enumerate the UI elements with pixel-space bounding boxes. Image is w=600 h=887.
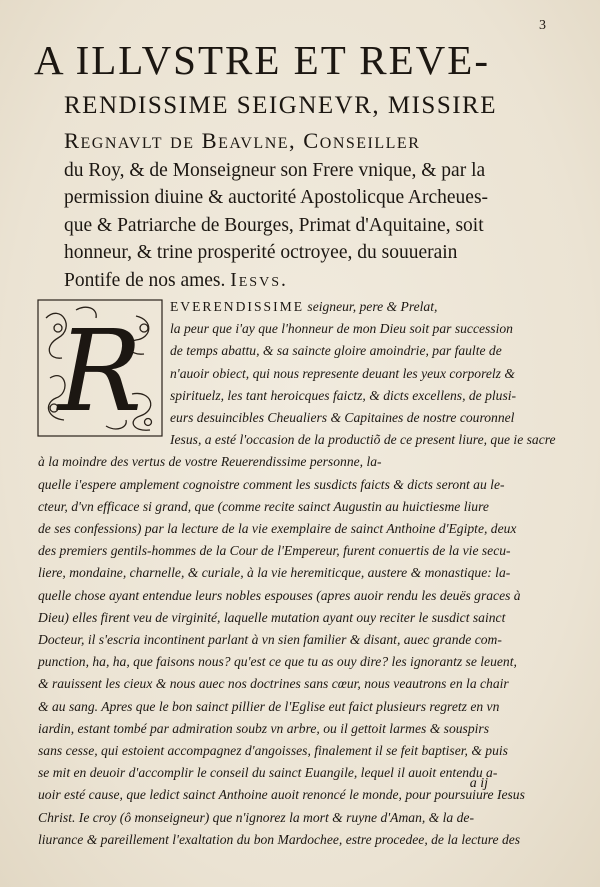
body-line-20: iardin, estant tombé par admiration soubz vn arbre, ou il gettoit larmes & souspirs — [38, 720, 489, 736]
body-line-24: Christ. Ie croy (ô monseigneur) que n'ignorez la mort & ruyne d'Aman, & la de- — [38, 809, 474, 825]
title-line-4: du Roy, & de Monseigneur son Frere vnique, & par la — [64, 159, 486, 181]
body-line-11: de ses confessions) par la lecture de la vie exemplaire de sainct Anthoine d'Egipte, deux — [38, 521, 517, 537]
body-line-23: uoir esté cause, que ledict sainct Anthoine auoit renoncé le monde, pour poursuiure Iesus — [38, 787, 525, 803]
body-line-8: à la moindre des vertus de vostre Reuerendissime personne, la- — [38, 454, 382, 470]
dedication-body — [38, 296, 562, 851]
page-number: 3 — [539, 18, 546, 33]
title-line-5: permission diuine & auctorité Apostolicque Archeues- — [64, 187, 489, 208]
title-line-8 — [64, 271, 566, 291]
body-line-7: Iesus, a esté l'occasion de la productiõ de ce present liure, que ie sacre — [170, 432, 556, 448]
body-line-12: des premiers gentils-hommes de la Cour de l'Empereur, furent conuertis de la vie secu- — [38, 543, 511, 559]
title-line-3: Regnavlt de Beavlne, Conseiller — [64, 128, 421, 153]
body-line-9: quelle i'espere amplement cognoistre comment les susdicts faicts & dicts seront au le- — [38, 476, 505, 492]
body-line-14: quelle chose ayant entendue leurs nobles espouses (apres auoir rendu les deuës graces à — [38, 587, 521, 603]
body-line-15: Dieu) elles firent veu de virginité, laquelle mutation ayant ouy reciter le susdict sainct — [38, 609, 506, 625]
body-line-22: se mit en deuoir d'accomplir le conseil du sainct Euangile, lequel il auoit entendu a- — [38, 765, 498, 781]
title-line-7: honneur, & trine prosperité octroyee, du souuerain — [64, 242, 458, 263]
body-line-4: n'auoir obiect, qui nous represente deuant les yeux corporelz & — [170, 365, 515, 381]
title-line-1: A ILLVSTRE ET REVE- — [34, 37, 490, 83]
title-line-2: RENDISSIME SEIGNEVR, MISSIRE — [64, 92, 498, 119]
body-line-19: & au sang. Apres que le bon sainct pillier de l'Eglise eut faict plusieurs regretz en vn — [38, 698, 500, 714]
drop-cap-letter: R — [57, 307, 143, 437]
body-line-5: spirituelz, les tant heroicques faictz, & dicts excellens, de plusi- — [170, 387, 517, 403]
body-line-13: liere, mondaine, charnelle, & curiale, à la vie heremiticque, austere & monastique: la- — [38, 565, 511, 581]
body-line-3: de temps abattu, & sa saincte gloire amoindrie, par faulte de — [170, 343, 502, 359]
dedication-title — [34, 37, 566, 291]
body-line-17: punction, ha, ha, que faisons nous? qu'est ce que tu as ouy dire? les ignorantz se leuent, — [38, 654, 517, 670]
jesus-invocation: Iesvs. — [230, 269, 288, 291]
opening-word: EVERENDISSIME — [170, 299, 304, 314]
title-line-6: que & Patriarche de Bourges, Primat d'Aquitaine, soit — [64, 214, 484, 236]
body-line-16: Docteur, il s'escria incontinent parlant à vn sien familier & disant, auec grande com- — [38, 632, 502, 648]
body-line-1-text: seigneur, pere & Prelat, — [307, 299, 438, 314]
body-line-2: la peur que i'ay que l'honneur de mon Dieu soit par succession — [170, 321, 513, 337]
body-line-18: & rauissent les cieux & nous auec nos doctrines sans cœur, nous veautrons en la chair — [38, 676, 509, 692]
title-line-8-text: Pontife de nos ames. — [64, 269, 226, 291]
ornamental-drop-cap-r-icon — [36, 298, 164, 438]
body-line-6: eurs desuincibles Cheualiers & Capitaines de nostre couronnel — [170, 410, 515, 426]
body-line-10: cteur, d'vn efficace si grand, que (comme recite sainct Augustin au huictiesme liure — [38, 498, 489, 514]
body-line-21: sans cesse, qui estoient accompagnez d'angoisses, finalement il se feit baptiser, & puis — [38, 743, 508, 759]
signature-mark: a ij — [469, 776, 488, 791]
body-line-25: liurance & pareillement l'exaltation du bon Mardochee, estre procedee, de la lecture des — [38, 831, 521, 847]
